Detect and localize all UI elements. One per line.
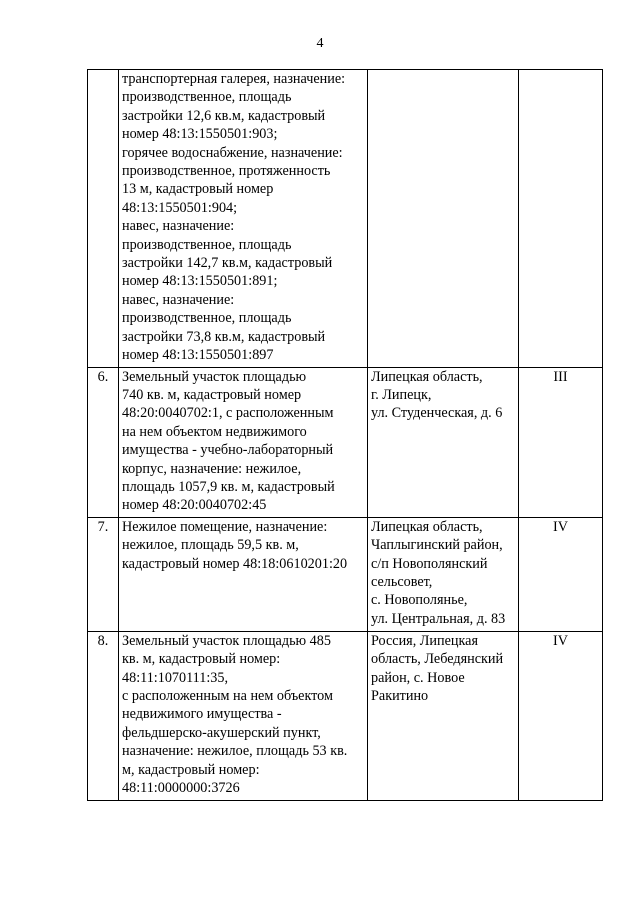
object-line: застройки 12,6 кв.м, кадастровый bbox=[122, 107, 326, 124]
object-line: 48:11:1070111:35, bbox=[122, 669, 229, 686]
table-row bbox=[88, 517, 603, 631]
category-cell: IV bbox=[519, 517, 603, 631]
address-line: Ракитино bbox=[371, 687, 429, 704]
page-number: 4 bbox=[316, 36, 324, 51]
object-line: номер 48:13:1550501:891; bbox=[122, 273, 278, 290]
object-line: корпус, назначение: нежилое, bbox=[122, 460, 302, 477]
address-line: г. Липецк, bbox=[371, 386, 432, 403]
object-line: Нежилое помещение, назначение: bbox=[122, 518, 328, 535]
object-description-cell bbox=[119, 367, 368, 517]
object-line: фельдшерско-акушерский пункт, bbox=[122, 724, 321, 741]
object-line: кадастровый номер 48:18:0610201:20 bbox=[122, 555, 348, 572]
row-number-cell: 6. bbox=[88, 367, 119, 517]
object-description-cell bbox=[119, 631, 368, 800]
object-line: номер 48:20:0040702:45 bbox=[122, 497, 267, 514]
object-line: на нем объектом недвижимого bbox=[122, 423, 307, 440]
category-cell bbox=[519, 70, 603, 368]
table-row bbox=[88, 631, 603, 800]
address-line: с. Новополянье, bbox=[371, 592, 468, 609]
object-line: номер 48:13:1550501:903; bbox=[122, 126, 278, 143]
object-line: кв. м, кадастровый номер: bbox=[122, 651, 281, 668]
object-line: Земельный участок площадью 485 bbox=[122, 632, 331, 649]
property-table bbox=[87, 69, 603, 801]
row-number-cell bbox=[88, 70, 119, 368]
object-line: навес, назначение: bbox=[122, 291, 235, 308]
object-line: горячее водоснабжение, назначение: bbox=[122, 144, 343, 161]
address-cell bbox=[368, 631, 519, 800]
address-cell bbox=[368, 70, 519, 368]
category-cell: III bbox=[519, 367, 603, 517]
property-table-body bbox=[88, 70, 603, 801]
address-line: ул. Центральная, д. 83 bbox=[371, 610, 506, 627]
object-line: транспортерная галерея, назначение: bbox=[122, 71, 346, 87]
object-line: м, кадастровый номер: bbox=[122, 761, 260, 778]
table-row bbox=[88, 70, 603, 368]
row-number-cell: 7. bbox=[88, 517, 119, 631]
object-line: 740 кв. м, кадастровый номер bbox=[122, 386, 302, 403]
object-line: производственное, площадь bbox=[122, 236, 292, 253]
object-line: нежилое, площадь 59,5 кв. м, bbox=[122, 537, 299, 554]
address-line: сельсовет, bbox=[371, 573, 433, 590]
address-line: ул. Студенческая, д. 6 bbox=[371, 405, 503, 422]
object-line: имущества - учебно-лабораторный bbox=[122, 442, 334, 459]
object-line: Земельный участок площадью bbox=[122, 368, 307, 385]
address-line: Чаплыгинский район, bbox=[371, 537, 503, 554]
object-line: с расположенным на нем объектом bbox=[122, 687, 333, 704]
object-line: производственное, площадь bbox=[122, 89, 292, 106]
object-line: 48:13:1550501:904; bbox=[122, 199, 238, 216]
object-line: производственное, протяженность bbox=[122, 163, 331, 180]
address-line: Липецкая область, bbox=[371, 368, 483, 385]
object-line: застройки 73,8 кв.м, кадастровый bbox=[122, 328, 326, 345]
object-line: 13 м, кадастровый номер bbox=[122, 181, 274, 198]
object-line: номер 48:13:1550501:897 bbox=[122, 347, 274, 364]
object-line: площадь 1057,9 кв. м, кадастровый bbox=[122, 478, 335, 495]
address-line: Липецкая область, bbox=[371, 518, 483, 535]
object-line: 48:20:0040702:1, с расположенным bbox=[122, 405, 334, 422]
object-line: 48:11:0000000:3726 bbox=[122, 780, 240, 796]
address-cell bbox=[368, 517, 519, 631]
object-line: недвижимого имущества - bbox=[122, 706, 282, 723]
object-description-cell bbox=[119, 70, 368, 368]
object-line: застройки 142,7 кв.м, кадастровый bbox=[122, 255, 333, 272]
object-description-cell bbox=[119, 517, 368, 631]
object-line: производственное, площадь bbox=[122, 310, 292, 327]
table-row bbox=[88, 367, 603, 517]
address-line: Россия, Липецкая bbox=[371, 632, 478, 649]
address-line: область, Лебедянский bbox=[371, 651, 504, 668]
address-line: с/п Новополянский bbox=[371, 555, 488, 572]
address-line: район, с. Новое bbox=[371, 669, 465, 686]
address-cell bbox=[368, 367, 519, 517]
row-number-cell: 8. bbox=[88, 631, 119, 800]
category-cell: IV bbox=[519, 631, 603, 800]
object-line: назначение: нежилое, площадь 53 кв. bbox=[122, 743, 348, 760]
object-line: навес, назначение: bbox=[122, 218, 235, 235]
